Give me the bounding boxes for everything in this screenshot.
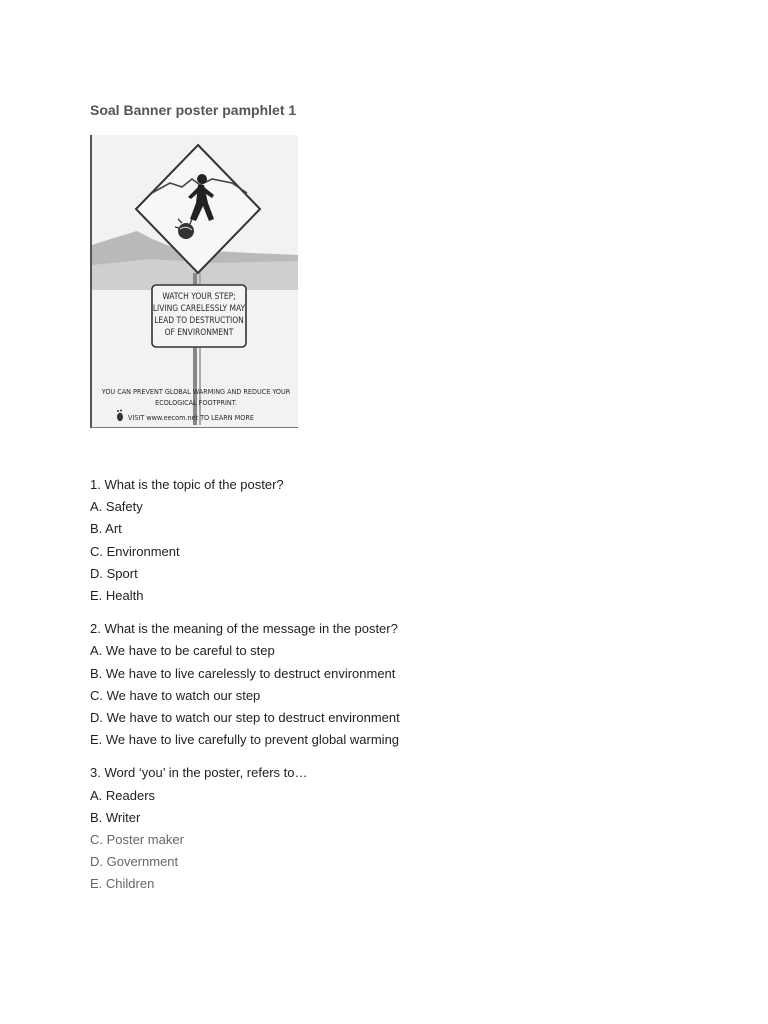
question-2 — [90, 618, 400, 751]
poster-footer-line-2: ECOLOGICAL FOOTPRINT. — [155, 398, 237, 407]
poster-image — [90, 135, 298, 428]
sign-line-2: LIVING CARELESSLY MAY — [152, 303, 246, 313]
answer-option: C. We have to watch our step — [90, 687, 261, 703]
answer-option: D. Government — [90, 854, 179, 870]
answer-option: E. Health — [90, 588, 144, 604]
question-3 — [90, 762, 400, 895]
answer-option: A. Safety — [90, 499, 143, 515]
page-title: Soal Banner poster pamphlet 1 — [90, 102, 297, 118]
answer-option: B. Writer — [90, 809, 141, 825]
answer-option: C. Environment — [90, 543, 180, 559]
question-text: 1. What is the topic of the poster? — [90, 477, 284, 492]
answer-option: C. Poster maker — [90, 832, 184, 848]
sign-line-4: OF ENVIRONMENT — [164, 327, 234, 337]
answer-option: A. Readers — [90, 787, 156, 803]
question-1 — [90, 474, 400, 607]
answer-option: A. We have to be careful to step — [90, 643, 275, 659]
answer-option: B. We have to live carelessly to destruct environment — [90, 665, 396, 681]
sign-line-3: LEAD TO DESTRUCTION — [154, 315, 244, 325]
answer-option: D. We have to watch our step to destruct environment — [90, 710, 400, 726]
question-text: 2. What is the meaning of the message in the poster? — [90, 621, 398, 637]
questions-list — [90, 474, 400, 907]
question-text: 3. Word ‘you’ in the poster, refers to… — [90, 765, 308, 781]
poster-footer-line-1: YOU CAN PREVENT GLOBAL WARMING AND REDUCE YOUR — [101, 387, 291, 396]
answer-option: E. We have to live carefully to prevent global warming — [90, 732, 400, 748]
answer-option: B. Art — [90, 521, 122, 537]
sign-line-1: WATCH YOUR STEP; — [162, 291, 236, 301]
answer-option: D. Sport — [90, 565, 138, 581]
poster-footer-line-3: VISIT www.eecom.net TO LEARN MORE — [128, 413, 254, 422]
answer-option: E. Children — [90, 876, 155, 892]
